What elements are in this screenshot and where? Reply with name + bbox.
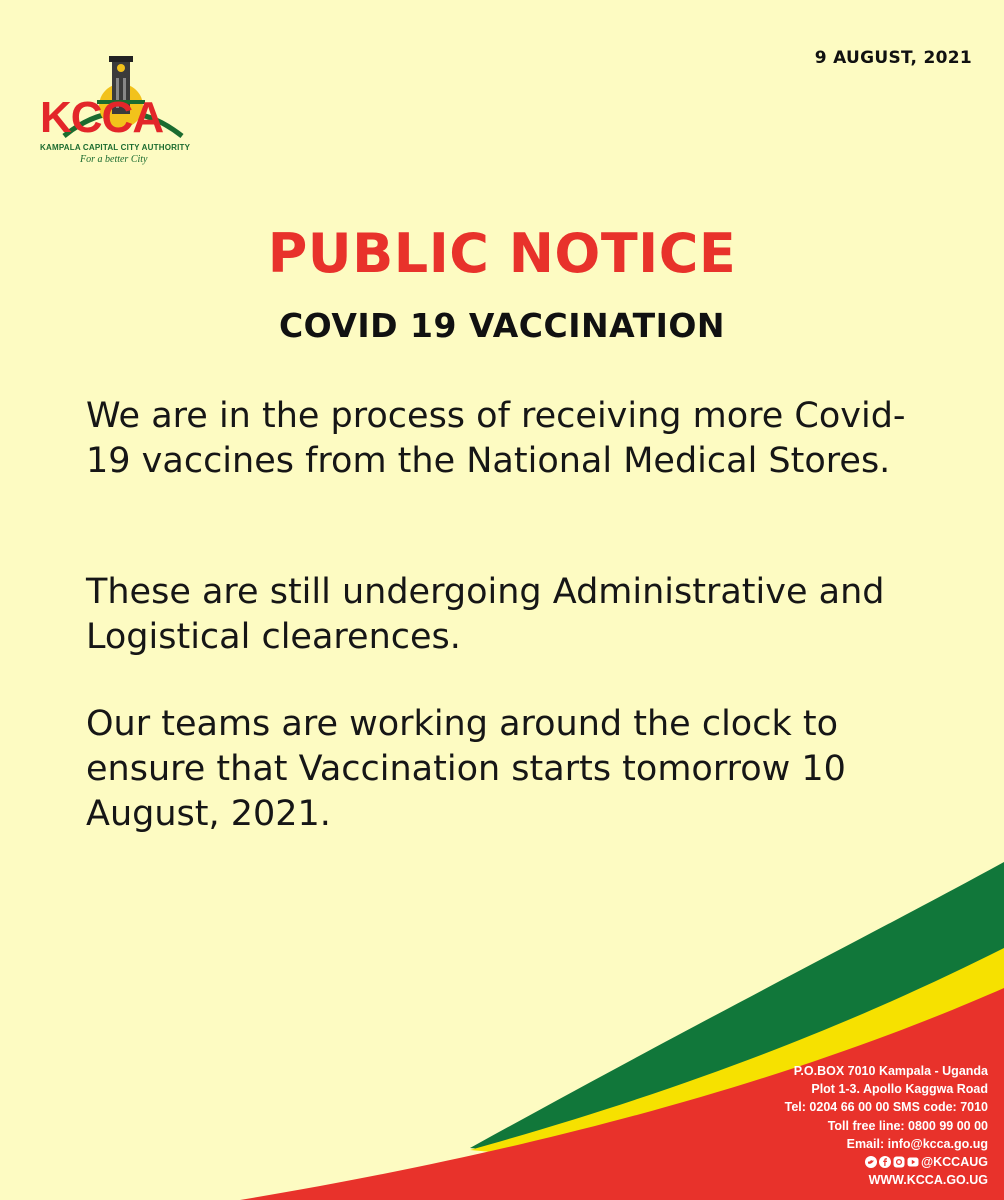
contact-block: [785, 1062, 988, 1189]
po-box: P.O.BOX 7010 Kampala - Uganda: [793, 1064, 988, 1078]
address: Plot 1-3. Apollo Kaggwa Road: [811, 1082, 988, 1097]
notice-title: PUBLIC NOTICE: [267, 222, 737, 285]
notice-paragraph: We are in the process of receiving more Covid-19 vaccines from the National Medical Stores.: [86, 396, 906, 481]
website-link[interactable]: WWW.KCCA.GO.UG: [868, 1173, 988, 1188]
notice-paragraph: Our teams are working around the clock to ensure that Vaccination starts tomorrow 10 August, 2021.: [86, 704, 846, 834]
logo-subtitle: KAMPALA CAPITAL CITY AUTHORITY: [40, 143, 191, 152]
social-row: [785, 1153, 988, 1171]
instagram-icon[interactable]: [893, 1156, 905, 1168]
notice-subtitle: COVID 19 VACCINATION: [278, 306, 726, 345]
telephone: Tel: 0204 66 00 00 SMS code: 7010: [784, 1100, 988, 1115]
toll-free-line: Toll free line: 0800 99 00 00: [827, 1118, 988, 1133]
twitter-icon[interactable]: [865, 1156, 877, 1168]
logo-wordmark: KCCA: [40, 93, 164, 142]
email[interactable]: Email: info@kcca.go.ug: [846, 1136, 988, 1151]
youtube-icon[interactable]: [907, 1156, 919, 1168]
notice-date: 9 AUGUST, 2021: [814, 48, 972, 68]
facebook-icon[interactable]: [879, 1156, 891, 1168]
social-handle[interactable]: @KCCAUG: [920, 1155, 988, 1170]
logo-tagline: For a better City: [80, 154, 148, 165]
notice-paragraph: These are still undergoing Administrative and Logistical clearences.: [86, 572, 885, 657]
